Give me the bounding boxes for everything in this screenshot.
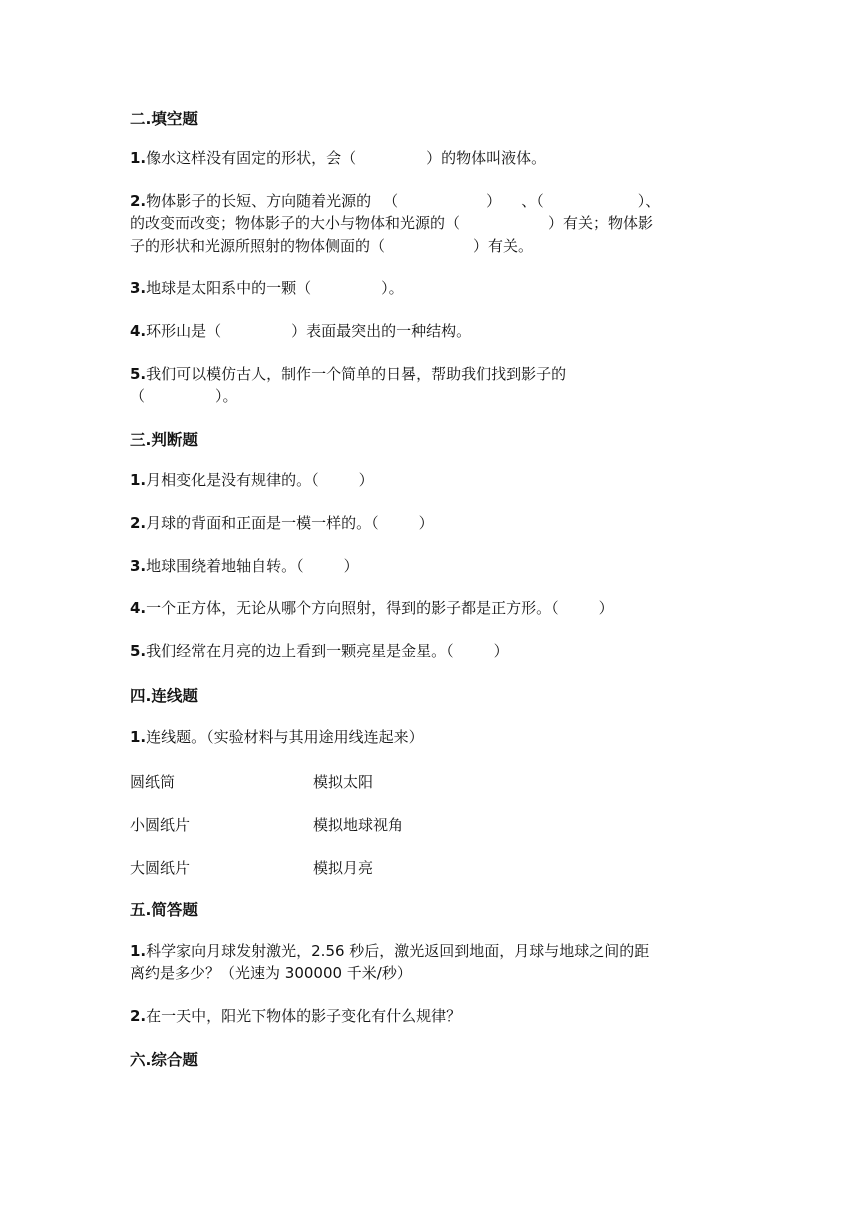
short-question-2: 2.在一天中，阳光下物体的影子变化有什么规律？ <box>130 1007 462 1025</box>
section-title-comprehensive: 六.综合题 <box>130 1051 198 1069</box>
judge-question-3: 3.地球围绕着地轴自转。（ ） <box>130 557 359 575</box>
fill-question-1: 1.像水这样没有固定的形状，会（ ）的物体叫液体。 <box>130 149 547 167</box>
judge-question-5: 5.我们经常在月亮的边上看到一颗亮星是金星。（ ） <box>130 642 509 660</box>
match-right-item[interactable]: 模拟太阳 <box>313 773 374 791</box>
section-title-fill: 二.填空题 <box>130 110 198 128</box>
fill-question-2-line-3: 子的形状和光源所照射的物体侧面的（ ）有关。 <box>130 237 534 255</box>
judge-question-1: 1.月相变化是没有规律的。（ ） <box>130 471 374 489</box>
judge-question-2: 2.月球的背面和正面是一模一样的。（ ） <box>130 514 434 532</box>
section-title-judge: 三.判断题 <box>130 431 198 449</box>
match-right-item[interactable]: 模拟地球视角 <box>313 816 404 834</box>
fill-question-5-line-2: （ ）。 <box>130 387 238 405</box>
short-question-1-line-2: 离约是多少？（光速为 300000 千米/秒） <box>130 964 412 982</box>
fill-question-4: 4.环形山是（ ）表面最突出的一种结构。 <box>130 322 472 340</box>
match-left-item[interactable]: 大圆纸片 <box>130 859 191 877</box>
match-left-item[interactable]: 小圆纸片 <box>130 816 191 834</box>
match-left-item[interactable]: 圆纸筒 <box>130 773 176 791</box>
section-title-short: 五.简答题 <box>130 901 198 919</box>
match-right-item[interactable]: 模拟月亮 <box>313 859 374 877</box>
fill-question-3: 3.地球是太阳系中的一颗（ ）。 <box>130 279 404 297</box>
section-title-match: 四.连线题 <box>130 687 198 705</box>
fill-question-5-line-1: 5.我们可以模仿古人，制作一个简单的日晷，帮助我们找到影子的 <box>130 365 567 383</box>
match-question-1: 1.连线题。（实验材料与其用途用线连起来） <box>130 728 424 746</box>
fill-question-2-line-2: 的改变而改变；物体影子的大小与物体和光源的（ ）有关；物体影 <box>130 214 654 232</box>
judge-question-4: 4.一个正方体，无论从哪个方向照射，得到的影子都是正方形。（ ） <box>130 599 614 617</box>
short-question-1-line-1: 1.科学家向月球发射激光，2.56 秒后，激光返回到地面，月球与地球之间的距 <box>130 942 650 960</box>
fill-question-2-line-1: 2.物体影子的长短、方向随着光源的 （ ） 、（ ）、 <box>130 192 661 210</box>
